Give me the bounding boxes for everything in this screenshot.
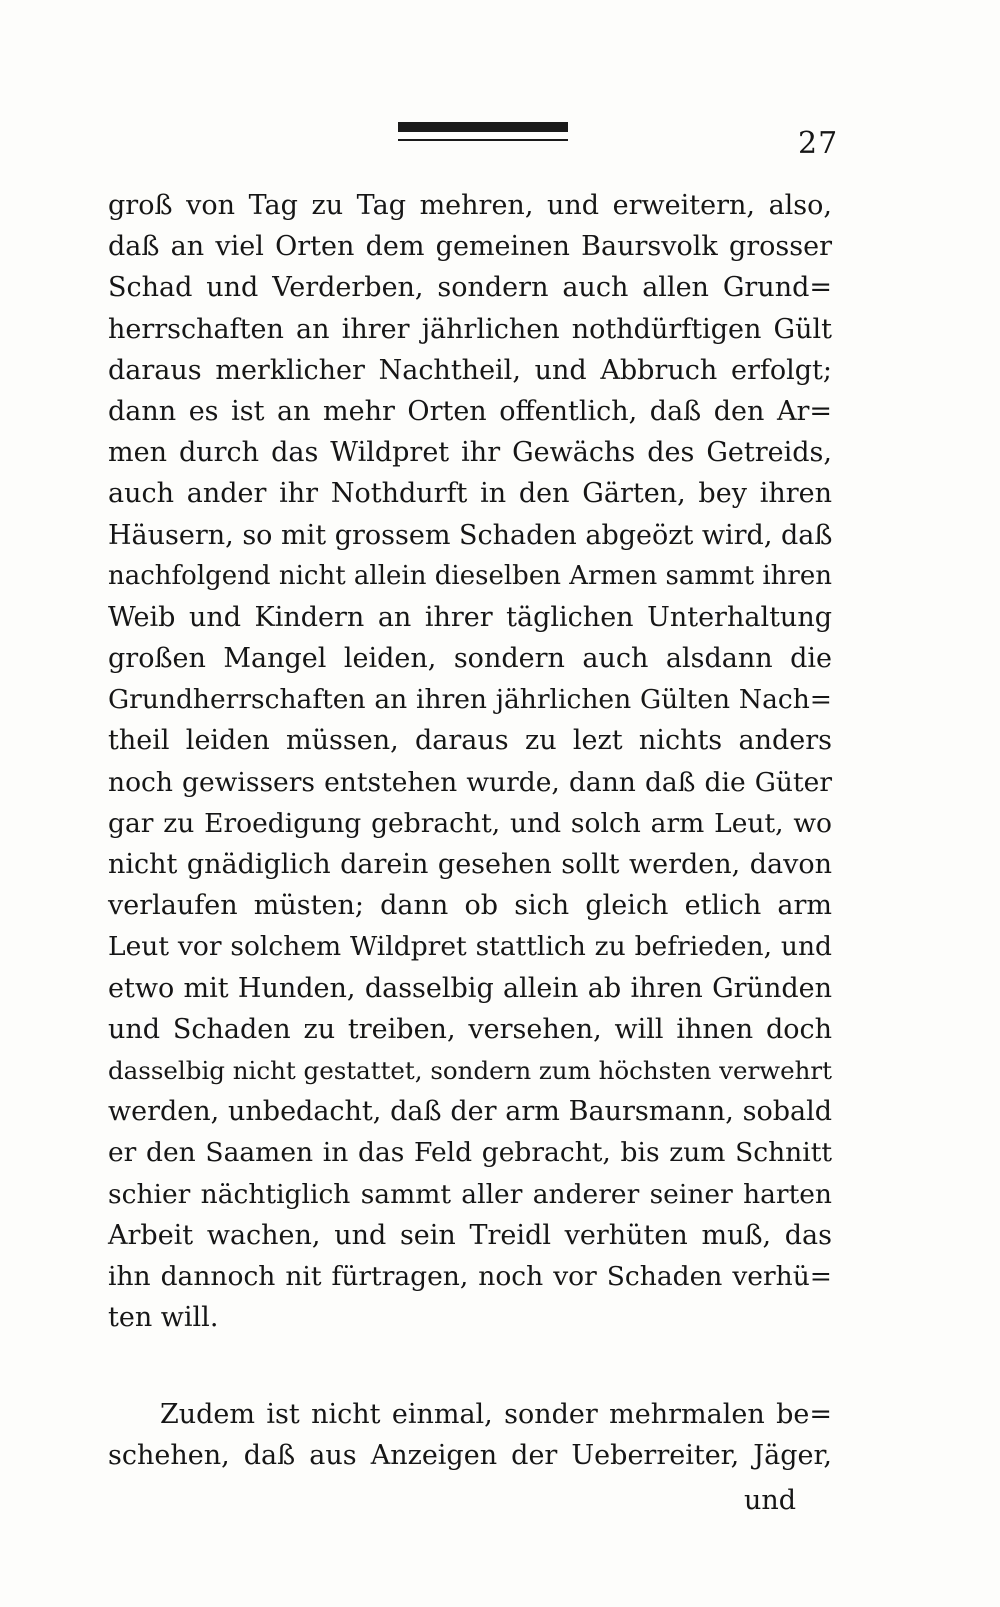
text-line: schehen, daß aus Anzeigen der Ueberreiter, Jäger,	[108, 1440, 832, 1472]
text-line: dann es ist an mehr Orten offentlich, daß den Ar=	[108, 395, 832, 427]
text-line: nicht gnädiglich darein gesehen sollt werden, davon	[108, 849, 832, 880]
text-line: er den Saamen in das Feld gebracht, bis zum Schnitt	[108, 1137, 832, 1169]
text-line: Grundherrschaften an ihren jährlichen Gülten Nach=	[108, 684, 832, 716]
text-line: schier nächtiglich sammt aller anderer seiner harten	[108, 1178, 832, 1210]
text-line: herrschaften an ihrer jährlichen nothdürftigen Gült	[108, 313, 832, 345]
text-line: etwo mit Hunden, dasselbig allein ab ihren Gründen	[108, 972, 832, 1004]
text-line: gar zu Eroedigung gebracht, und solch arm Leut, wo	[108, 807, 832, 839]
text-line: dasselbig nicht gestattet, sondern zum höchsten verwehrt	[108, 1055, 832, 1085]
text-line: und Schaden zu treiben, versehen, will ihnen doch	[108, 1013, 832, 1045]
text-line: Zudem ist nicht einmal, sonder mehrmalen be=	[160, 1399, 832, 1430]
text-line: Weib und Kindern an ihrer täglichen Unterhaltung	[108, 601, 832, 633]
text-line: nachfolgend nicht allein dieselben Armen sammt ihren	[108, 560, 832, 591]
paragraph-1	[108, 185, 832, 1338]
text-line: theil leiden müssen, daraus zu lezt nichts anders	[108, 725, 832, 757]
page-number: 27	[798, 126, 839, 161]
header-rule-thin	[398, 139, 568, 141]
text-line: ten will.	[108, 1302, 219, 1334]
text-line: verlaufen müsten; dann ob sich gleich etlich arm	[108, 890, 832, 922]
text-line: noch gewissers entstehen wurde, dann daß die Güter	[108, 766, 832, 798]
text-line: daß an viel Orten dem gemeinen Baursvolk grosser	[108, 231, 832, 263]
text-line: Leut vor solchem Wildpret stattlich zu befrieden, und	[108, 931, 832, 963]
text-line: Häusern, so mit grossem Schaden abgeözt wird, daß	[108, 519, 833, 551]
text-line: großen Mangel leiden, sondern auch alsdann die	[108, 643, 832, 675]
text-line: Arbeit wachen, und sein Treidl verhüten muß, das	[108, 1219, 832, 1251]
header-rule	[398, 122, 568, 132]
text-line: daraus merklicher Nachtheil, und Abbruch erfolgt;	[108, 354, 832, 386]
text-line: men durch das Wildpret ihr Gewächs des Getreids,	[108, 437, 832, 469]
text-line: ihn dannoch nit fürtragen, noch vor Schaden verhü=	[108, 1260, 832, 1292]
catchword: und	[744, 1485, 797, 1516]
text-line: Schad und Verderben, sondern auch allen Grund=	[108, 272, 832, 304]
text-line: werden, unbedacht, daß der arm Baursmann, sobald	[108, 1096, 832, 1128]
paragraph-2	[108, 1394, 832, 1476]
text-line: auch ander ihr Nothdurft in den Gärten, bey ihren	[108, 478, 832, 510]
text-line: groß von Tag zu Tag mehren, und erweitern, also,	[108, 190, 832, 221]
